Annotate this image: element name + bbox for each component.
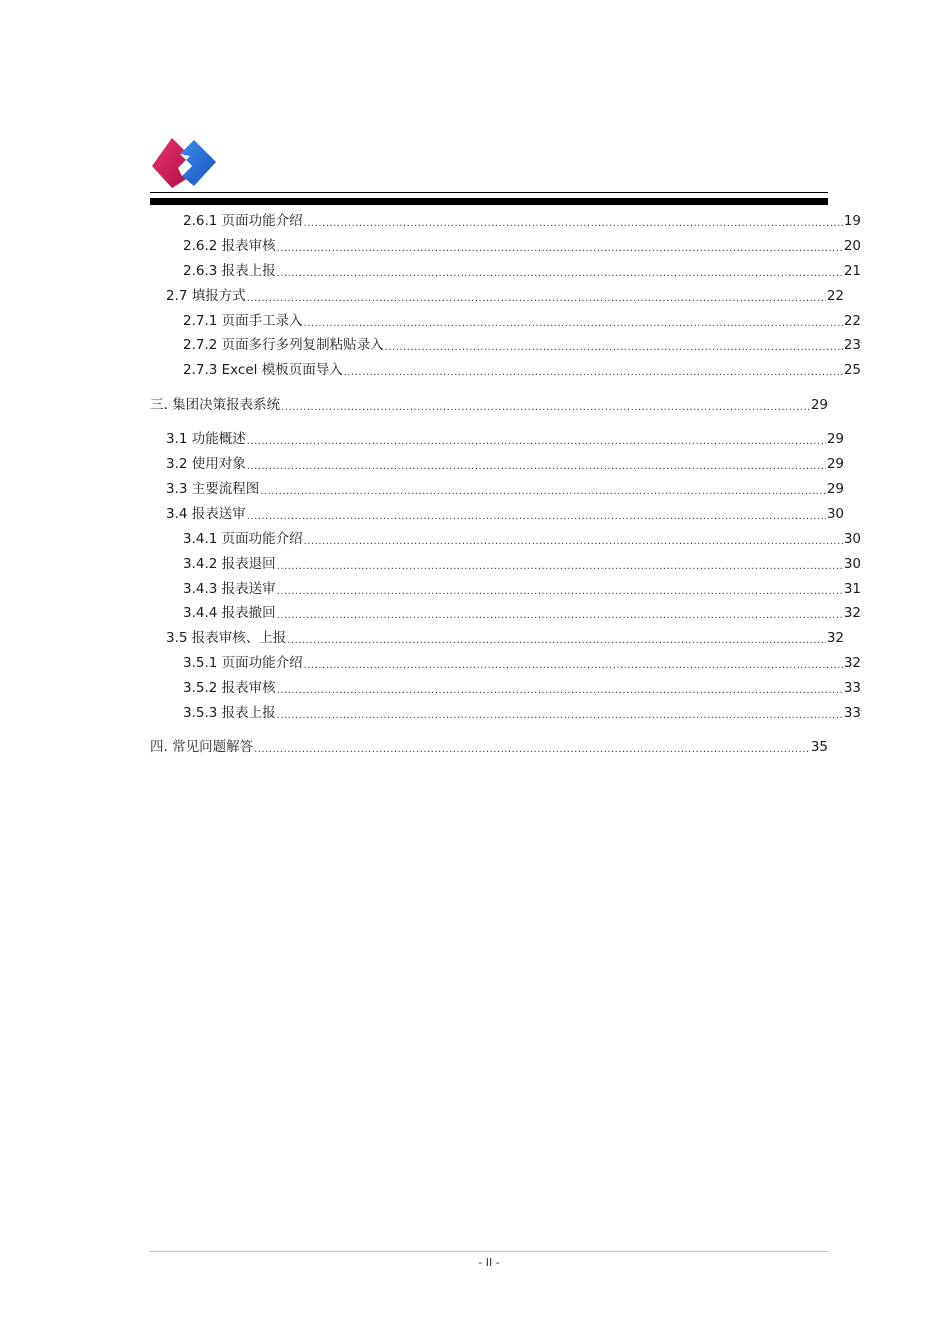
toc-dot-leader xyxy=(277,236,843,256)
toc-entry[interactable] xyxy=(150,236,861,256)
toc-dot-leader xyxy=(247,454,826,474)
toc-dot-leader xyxy=(247,504,826,524)
footer-rule xyxy=(150,1251,828,1252)
toc-entry[interactable] xyxy=(150,579,861,599)
toc-entry[interactable] xyxy=(150,311,861,331)
toc-entry-page: 30 xyxy=(826,506,844,522)
toc-entry-page: 29 xyxy=(826,431,844,447)
toc-dot-leader xyxy=(287,628,826,648)
toc-dot-leader xyxy=(344,360,843,380)
toc-entry-page: 29 xyxy=(810,397,828,413)
toc-dot-leader xyxy=(277,603,843,623)
toc-entry[interactable] xyxy=(150,261,861,281)
toc-dot-leader xyxy=(260,479,826,499)
toc-entry-page: 19 xyxy=(843,213,861,229)
toc-entry[interactable] xyxy=(150,429,844,449)
toc-entry-title: 2.7.3 Excel 模板页面导入 xyxy=(183,362,343,378)
header-rule-thin xyxy=(150,192,828,193)
company-logo xyxy=(150,136,218,190)
toc-dot-leader xyxy=(304,653,843,673)
toc-entry[interactable] xyxy=(150,628,844,648)
toc-dot-leader xyxy=(304,529,843,549)
toc-entry-page: 25 xyxy=(843,362,861,378)
toc-entry-page: 23 xyxy=(843,337,861,353)
toc-entry-page: 30 xyxy=(843,556,861,572)
toc-dot-leader xyxy=(304,311,843,331)
header-rule-thick xyxy=(150,198,828,205)
toc-entry-title: 3.3 主要流程图 xyxy=(166,481,260,497)
toc-dot-leader xyxy=(247,429,826,449)
toc-entry[interactable] xyxy=(150,479,844,499)
toc-entry-page: 32 xyxy=(843,605,861,621)
toc-dot-leader xyxy=(277,554,843,574)
toc-entry-page: 29 xyxy=(826,481,844,497)
toc-entry[interactable] xyxy=(150,211,861,231)
toc-entry-title: 3.4.3 报表送审 xyxy=(183,581,276,597)
toc-entry-title: 3.4 报表送审 xyxy=(166,506,246,522)
toc-dot-leader xyxy=(304,211,843,231)
toc-entry[interactable] xyxy=(150,395,828,415)
toc-entry[interactable] xyxy=(150,603,861,623)
toc-entry-title: 3.5.3 报表上报 xyxy=(183,705,276,721)
toc-entry-page: 22 xyxy=(826,288,844,304)
toc-entry[interactable] xyxy=(150,653,861,673)
toc-entry-title: 四. 常见问题解答 xyxy=(150,739,254,755)
toc-dot-leader xyxy=(277,678,843,698)
toc-entry-title: 3.4.4 报表撤回 xyxy=(183,605,276,621)
toc-dot-leader xyxy=(385,335,843,355)
toc-entry-title: 3.5 报表审核、上报 xyxy=(166,630,287,646)
toc-dot-leader xyxy=(281,395,810,415)
toc-dot-leader xyxy=(277,261,843,281)
toc-entry-title: 2.7.1 页面手工录入 xyxy=(183,313,303,329)
toc-entry-title: 2.7 填报方式 xyxy=(166,288,246,304)
toc-entry-title: 2.7.2 页面多行多列复制粘贴录入 xyxy=(183,337,384,353)
toc-entry-title: 3.4.1 页面功能介绍 xyxy=(183,531,303,547)
toc-entry-title: 2.6.2 报表审核 xyxy=(183,238,276,254)
toc-entry[interactable] xyxy=(150,454,844,474)
toc-entry[interactable] xyxy=(150,529,861,549)
toc-entry-page: 21 xyxy=(843,263,861,279)
toc-entry-page: 32 xyxy=(843,655,861,671)
toc-entry-title: 3.2 使用对象 xyxy=(166,456,246,472)
toc-entry-page: 22 xyxy=(843,313,861,329)
toc-dot-leader xyxy=(254,737,810,757)
toc-entry-page: 29 xyxy=(826,456,844,472)
toc-entry[interactable] xyxy=(150,335,861,355)
toc-dot-leader xyxy=(277,703,843,723)
toc-entry-page: 33 xyxy=(843,705,861,721)
toc-entry-title: 3.4.2 报表退回 xyxy=(183,556,276,572)
footer-page-number: - II - xyxy=(478,1256,500,1269)
toc-entry-title: 2.6.3 报表上报 xyxy=(183,263,276,279)
toc-entry-page: 31 xyxy=(843,581,861,597)
toc-entry-title: 3.5.1 页面功能介绍 xyxy=(183,655,303,671)
toc-entry-page: 20 xyxy=(843,238,861,254)
toc-entry[interactable] xyxy=(150,504,844,524)
toc-entry[interactable] xyxy=(150,703,861,723)
toc-entry-title: 2.6.1 页面功能介绍 xyxy=(183,213,303,229)
toc-entry[interactable] xyxy=(150,737,828,757)
toc-entry[interactable] xyxy=(150,360,861,380)
toc-dot-leader xyxy=(277,579,843,599)
toc-entry-title: 三. 集团决策报表系统 xyxy=(150,397,281,413)
toc-entry[interactable] xyxy=(150,286,844,306)
toc-entry-page: 35 xyxy=(810,739,828,755)
toc-entry[interactable] xyxy=(150,554,861,574)
toc-entry-title: 3.5.2 报表审核 xyxy=(183,680,276,696)
toc-entry-page: 32 xyxy=(826,630,844,646)
toc-entry[interactable] xyxy=(150,678,861,698)
toc-entry-page: 33 xyxy=(843,680,861,696)
toc-entry-title: 3.1 功能概述 xyxy=(166,431,246,447)
toc-entry-page: 30 xyxy=(843,531,861,547)
toc-dot-leader xyxy=(247,286,826,306)
